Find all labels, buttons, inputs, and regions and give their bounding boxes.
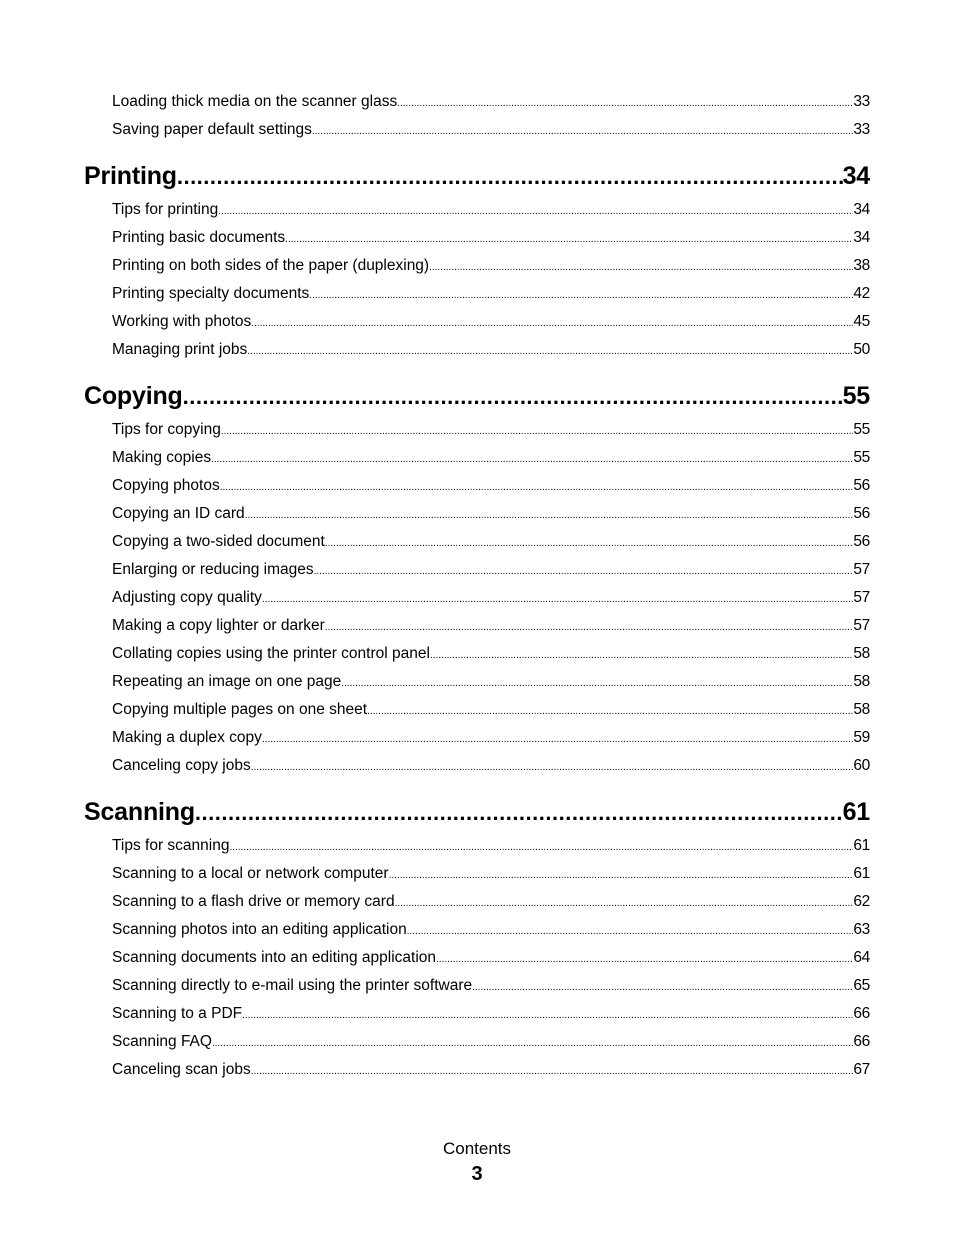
toc-page-number: 33: [853, 121, 870, 138]
toc-entry[interactable]: [112, 612, 870, 640]
toc-page-number: 63: [853, 921, 870, 938]
dot-leader: [220, 474, 854, 500]
toc-chapter-heading[interactable]: [84, 380, 870, 412]
dot-leader: [211, 446, 853, 472]
dot-leader: [325, 530, 854, 556]
toc-entry-title: Working with photos: [112, 313, 252, 330]
toc-entry[interactable]: [112, 472, 870, 500]
dot-leader: [430, 642, 853, 668]
dot-leader: [367, 698, 853, 724]
toc-entry-title: Printing on both sides of the paper (duplexing): [112, 257, 430, 274]
toc-entry[interactable]: [112, 556, 870, 584]
dot-leader: [229, 834, 853, 860]
toc-entry-title: Saving paper default settings: [112, 121, 312, 138]
toc-entry[interactable]: [112, 860, 870, 888]
toc-page-number: 66: [853, 1005, 870, 1022]
toc-entry[interactable]: [112, 640, 870, 668]
toc-entry-title: Scanning photos into an editing application: [112, 921, 407, 938]
dot-leader: [247, 338, 853, 364]
toc-entry-title: Copying a two-sided document: [112, 533, 325, 550]
dot-leader: [325, 614, 854, 640]
toc-entry-title: Scanning to a flash drive or memory card: [112, 893, 395, 910]
toc-entry[interactable]: [112, 1056, 870, 1084]
footer-section-title: Contents: [442, 1139, 512, 1158]
toc-page-number: 66: [853, 1033, 870, 1050]
dot-leader: [262, 586, 853, 612]
dot-leader: [397, 90, 853, 116]
toc-entry[interactable]: [112, 832, 870, 860]
dot-leader: [195, 797, 843, 828]
dot-leader: [285, 226, 853, 252]
toc-entry[interactable]: [112, 752, 870, 780]
toc-page-number: 55: [853, 421, 870, 438]
toc-page-number: 60: [853, 757, 870, 774]
toc-entry-title: Copying multiple pages on one sheet: [112, 701, 368, 718]
dot-leader: [218, 198, 853, 224]
dot-leader: [221, 418, 854, 444]
toc-page-number: 56: [853, 505, 870, 522]
dot-leader: [436, 946, 853, 972]
toc-entry[interactable]: [112, 308, 870, 336]
toc-entry-title: Tips for printing: [112, 201, 219, 218]
toc-entry-title: Making a copy lighter or darker: [112, 617, 325, 634]
toc-entry-title: Scanning documents into an editing application: [112, 949, 437, 966]
toc-entry[interactable]: [112, 1028, 870, 1056]
toc-entry-title: Collating copies using the printer control panel: [112, 645, 430, 662]
toc-entry[interactable]: [112, 416, 870, 444]
toc-entry-title: Making a duplex copy: [112, 729, 262, 746]
toc-chapter-heading[interactable]: [84, 160, 870, 192]
toc-entry[interactable]: [112, 88, 870, 116]
toc-chapter-heading[interactable]: [84, 796, 870, 828]
toc-entry-title: Scanning directly to e-mail using the printer software: [112, 977, 473, 994]
toc-entry-title: Loading thick media on the scanner glass: [112, 93, 398, 110]
toc-entry-title: Tips for scanning: [112, 837, 230, 854]
toc-page-number: 67: [853, 1061, 870, 1078]
toc-entry-title: Canceling scan jobs: [112, 1061, 251, 1078]
toc-entry-title: Canceling copy jobs: [112, 757, 251, 774]
toc-entry[interactable]: [112, 196, 870, 224]
dot-leader: [309, 282, 853, 308]
toc-page-number: 56: [853, 477, 870, 494]
toc-page-number: 56: [853, 533, 870, 550]
toc-page-number: 38: [853, 257, 870, 274]
toc-entry[interactable]: [112, 280, 870, 308]
toc-entry[interactable]: [112, 1000, 870, 1028]
toc-page-number: 61: [853, 837, 870, 854]
toc-page-number: 34: [853, 229, 870, 246]
footer-page-number: 3: [471, 1163, 483, 1185]
toc-entry-title: Printing basic documents: [112, 229, 286, 246]
toc-entry[interactable]: [112, 224, 870, 252]
toc-entry[interactable]: [112, 116, 870, 144]
toc-entry[interactable]: [112, 444, 870, 472]
toc-entry-title: Adjusting copy quality: [112, 589, 262, 606]
dot-leader: [183, 381, 843, 412]
toc-entry[interactable]: [112, 724, 870, 752]
toc-entry-title: Making copies: [112, 449, 212, 466]
toc-entry-title: Repeating an image on one page: [112, 673, 342, 690]
dot-leader: [242, 1002, 853, 1028]
toc-entry-title: Printing specialty documents: [112, 285, 310, 302]
toc-entry-title: Copying an ID card: [112, 505, 245, 522]
toc-entry[interactable]: [112, 336, 870, 364]
dot-leader: [251, 310, 853, 336]
dot-leader: [177, 161, 843, 192]
toc-entry-title: Managing print jobs: [112, 341, 248, 358]
toc-page-number: 58: [853, 673, 870, 690]
toc-page-number: 50: [853, 341, 870, 358]
dot-leader: [262, 726, 853, 752]
toc-page-number: 64: [853, 949, 870, 966]
toc-chapter-title: Copying: [84, 382, 183, 410]
dot-leader: [407, 918, 854, 944]
dot-leader: [472, 974, 853, 1000]
dot-leader: [395, 890, 854, 916]
toc-entry[interactable]: [112, 944, 870, 972]
dot-leader: [429, 254, 853, 280]
page-footer: [0, 1138, 954, 1188]
toc-page-number: 58: [853, 701, 870, 718]
toc-page-number: 57: [853, 561, 870, 578]
toc-page-number: 61: [853, 865, 870, 882]
dot-leader: [312, 118, 853, 144]
toc-entry[interactable]: [112, 888, 870, 916]
toc-entry[interactable]: [112, 916, 870, 944]
toc-entry[interactable]: [112, 528, 870, 556]
toc-page-number: 45: [853, 313, 870, 330]
toc-page-number: 55: [842, 382, 870, 410]
table-of-contents: [84, 88, 870, 1084]
toc-page-number: 57: [853, 589, 870, 606]
toc-entry-title: Scanning FAQ: [112, 1033, 212, 1050]
toc-entry[interactable]: [112, 668, 870, 696]
dot-leader: [245, 502, 854, 528]
toc-page-number: 58: [853, 645, 870, 662]
toc-page-number: 34: [842, 162, 870, 190]
toc-page-number: 59: [853, 729, 870, 746]
toc-entry[interactable]: [112, 584, 870, 612]
dot-leader: [389, 862, 854, 888]
toc-page-number: 42: [853, 285, 870, 302]
toc-entry[interactable]: [112, 252, 870, 280]
toc-page-number: 55: [853, 449, 870, 466]
dot-leader: [251, 1058, 854, 1084]
toc-page-number: 33: [853, 93, 870, 110]
toc-page-number: 61: [842, 798, 870, 826]
dot-leader: [341, 670, 853, 696]
toc-entry-title: Scanning to a PDF: [112, 1005, 243, 1022]
toc-entry-title: Tips for copying: [112, 421, 221, 438]
toc-chapter-title: Scanning: [84, 798, 195, 826]
toc-entry[interactable]: [112, 972, 870, 1000]
toc-entry-title: Copying photos: [112, 477, 220, 494]
dot-leader: [212, 1030, 853, 1056]
dot-leader: [314, 558, 854, 584]
toc-entry-title: Enlarging or reducing images: [112, 561, 314, 578]
toc-chapter-title: Printing: [84, 162, 177, 190]
toc-entry[interactable]: [112, 500, 870, 528]
toc-page-number: 57: [853, 617, 870, 634]
toc-entry[interactable]: [112, 696, 870, 724]
toc-entry-title: Scanning to a local or network computer: [112, 865, 389, 882]
dot-leader: [251, 754, 854, 780]
toc-page-number: 34: [853, 201, 870, 218]
toc-page-number: 65: [853, 977, 870, 994]
toc-page-number: 62: [853, 893, 870, 910]
